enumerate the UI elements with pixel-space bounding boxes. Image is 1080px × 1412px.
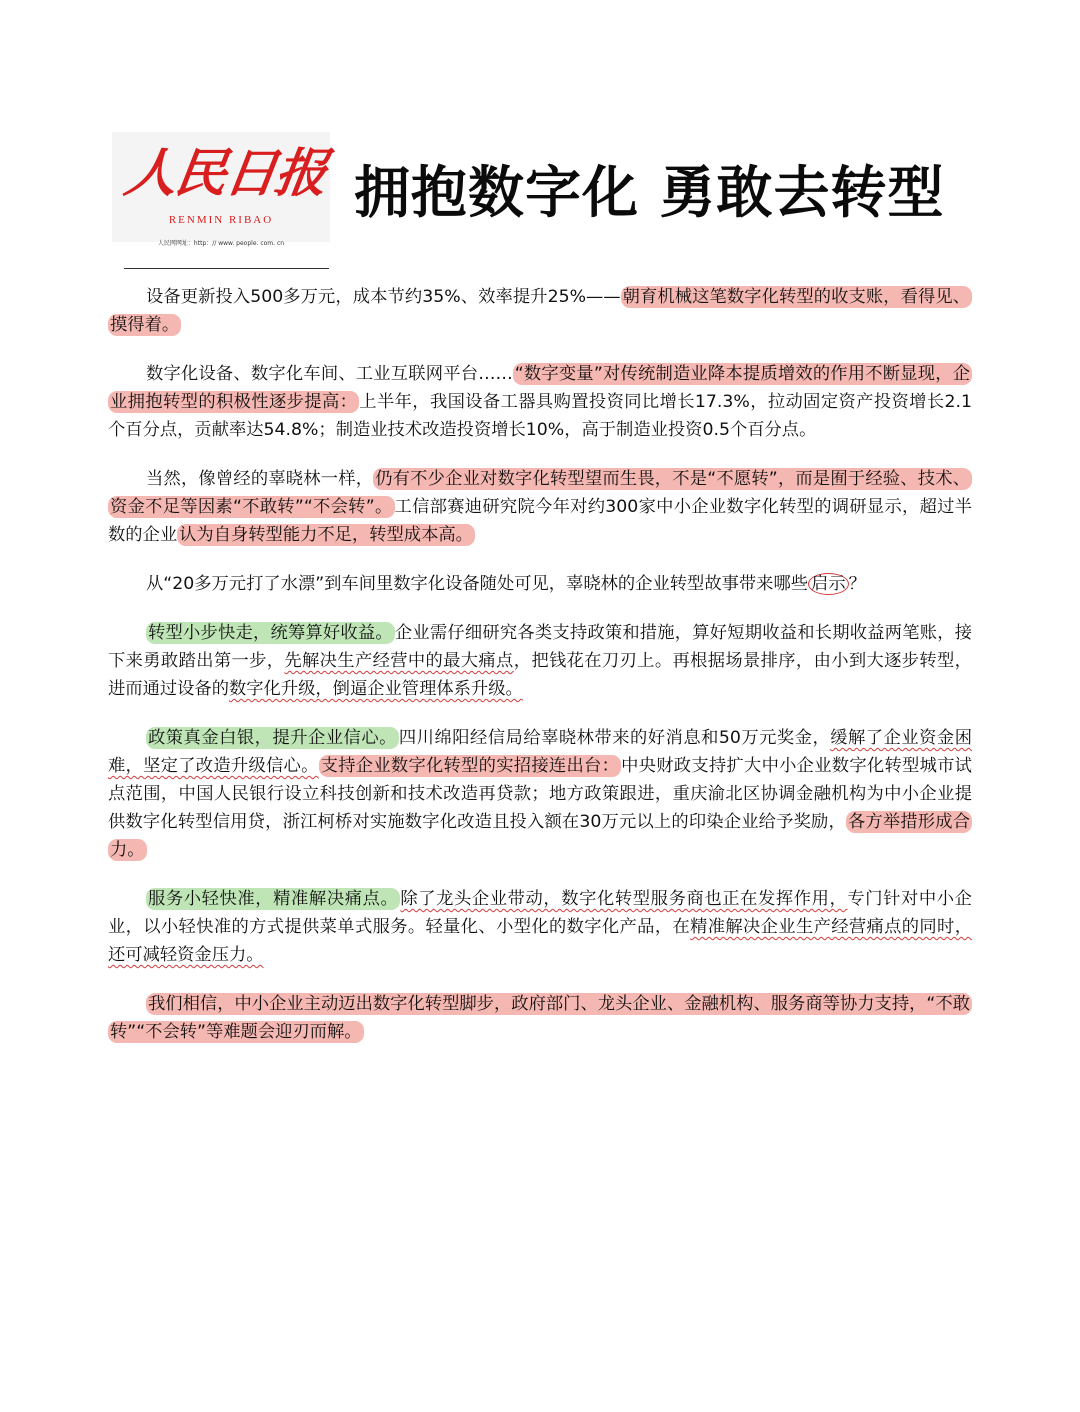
p8-highlight: 我们相信，中小企业主动迈出数字化转型脚步，政府部门、龙头企业、金融机构、服务商等协力支持，“不敢转”“不会转”等难题会迎刃而解。 — [110, 994, 970, 1042]
paragraph-4 — [108, 570, 972, 598]
p5-text-b: 企业需仔细研究各类支持政策和措施，算好短期收益和长期收益两笔账，接下来勇敢踏出第一步， — [108, 623, 972, 671]
p3-text-c: 工信部赛迪研究院今年对约300家中小企业数字化转型的调研显示，超过半数的企业 — [108, 497, 972, 545]
p4-text-a: 从“20多万元打了水漂”到车间里数字化设备随处可见，辜晓林的企业转型故事带来哪些 — [146, 574, 809, 594]
p6-highlight: 支持企业数字化转型的实招接连出台： — [320, 756, 620, 776]
paragraph-6 — [108, 724, 972, 864]
article-body — [108, 283, 972, 1067]
paragraph-7 — [108, 885, 972, 969]
p6-subheading: 政策真金白银，提升企业信心。 — [148, 728, 397, 748]
p2-text-c: 上半年，我国设备工器具购置投资同比增长17.3%，拉动固定资产投资增长2.1个百分点，贡献率达54.8%；制造业技术改造投资增长10%，高于制造业投资0.5个百分点。 — [108, 392, 972, 440]
p7-subheading: 服务小轻快准，精准解决痛点。 — [148, 889, 399, 909]
p3-highlight-2: 认为自身转型能力不足，转型成本高。 — [179, 525, 473, 545]
newspaper-masthead — [112, 132, 330, 272]
page-title: 拥抱数字化 勇敢去转型 — [354, 161, 945, 226]
paragraph-3 — [108, 465, 972, 549]
p5-text-d: ，把钱花在刀刃上。 — [513, 651, 673, 671]
paragraph-1 — [108, 283, 972, 339]
p7-underline-2: 精准解决企业生产经营痛点的同时，还可减轻资金压力。 — [108, 917, 972, 965]
p5-text-e: 再根据场景排序，由小到大逐步转型，进而通过设备的 — [108, 651, 972, 699]
p6-text-b: 四川绵阳经信局给辜晓林带来的好消息和50万元奖金， — [398, 728, 831, 748]
p1-text: 设备更新投入500多万元，成本节约35%、效率提升25%—— — [146, 287, 621, 307]
p7-underline-1: 除了龙头企业带动，数字化转型服务商也正在发挥作用， — [400, 889, 848, 909]
renmin-ribao-logo: 人民日报 — [120, 143, 330, 204]
paragraph-8 — [108, 990, 972, 1046]
p5-subheading: 转型小步快走，统筹算好收益。 — [148, 623, 393, 643]
p7-text-c: 专门针对中小企业，以小轻快准的方式提供菜单式服务。轻量化、小型化的数字化产品，在 — [108, 889, 972, 937]
logo-website: 人民网网址：http：// www. people. com. cn — [157, 240, 285, 247]
p2-highlight: “数字变量”对传统制造业降本提质增效的作用不断显现，企业拥抱转型的积极性逐步提高： — [110, 364, 970, 412]
p4-text-c: ？ — [848, 574, 866, 594]
paragraph-2 — [108, 360, 972, 444]
p6-underline: 缓解了企业资金困难，坚定了改造升级信心。 — [108, 728, 972, 776]
p5-underline-2: 数字化升级，倒逼企业管理体系升级。 — [228, 679, 523, 699]
logo-pinyin: RENMIN RIBAO — [168, 214, 274, 226]
p2-text-a: 数字化设备、数字化车间、工业互联网平台…… — [146, 364, 513, 384]
p1-highlight: 朝育机械这笔数字化转型的收支账，看得见、摸得着。 — [110, 287, 970, 335]
p4-circled-word: 启示 — [808, 573, 849, 595]
masthead-divider — [124, 268, 329, 269]
p3-highlight: 仍有不少企业对数字化转型望而生畏，不是“不愿转”，而是囿于经验、技术、资金不足等因素“不敢转”“不会转”。 — [110, 469, 970, 517]
paragraph-5 — [108, 619, 972, 703]
p5-underline-1: 先解决生产经营中的最大痛点 — [284, 651, 514, 671]
p6-text-e: 中央财政支持扩大中小企业数字化转型城市试点范围，中国人民银行设立科技创新和技术改造再贷款；地方政策跟进，重庆渝北区协调金融机构为中小企业提供数字化转型信用贷，浙江柯桥对实施数字化改造且投入额在30万元以上的印染企业给予奖励， — [108, 756, 972, 832]
p6-highlight-2: 各方举措形成合力。 — [110, 812, 970, 860]
p3-text-a: 当然，像曾经的辜晓林一样， — [146, 469, 374, 489]
